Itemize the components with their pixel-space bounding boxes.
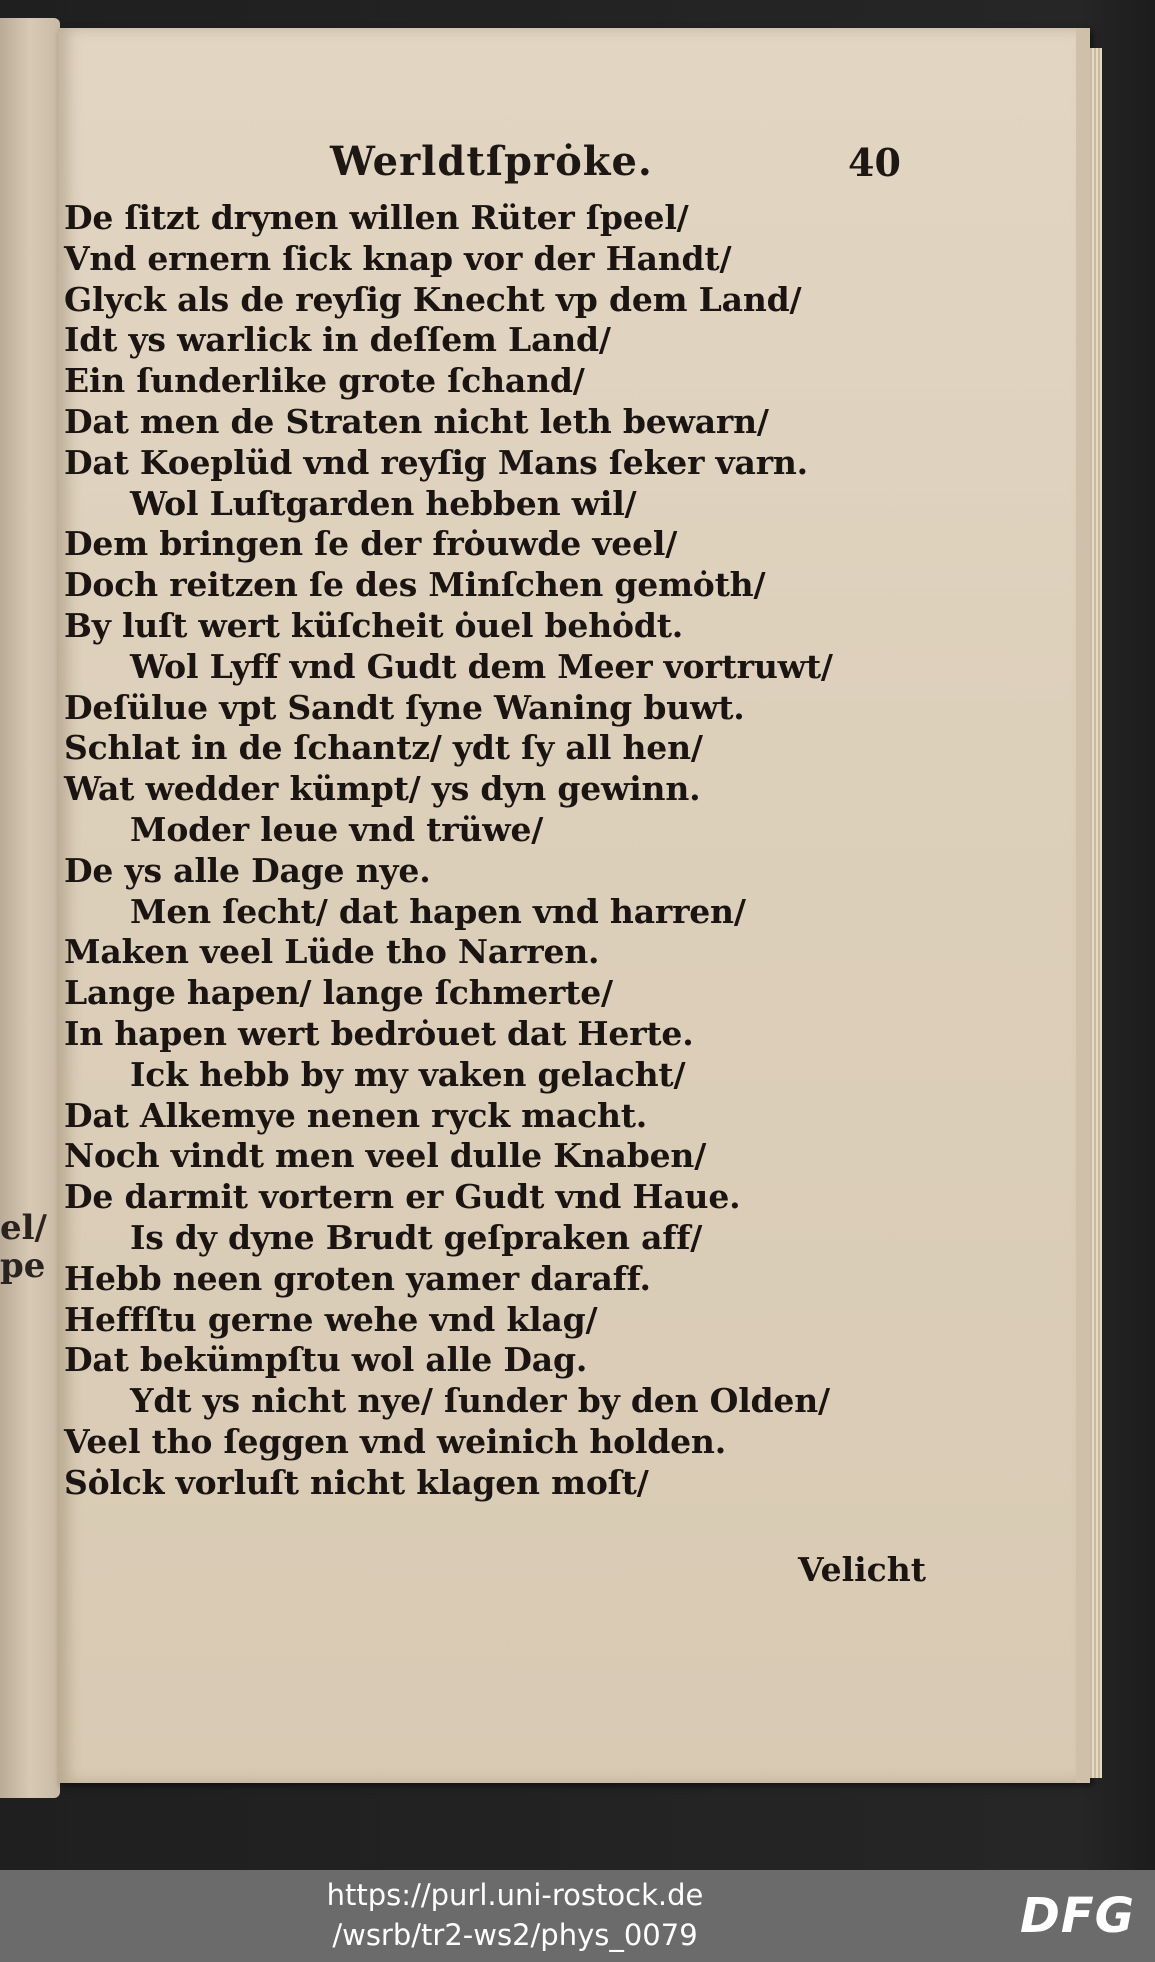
previous-page-fragment: el/ (0, 1208, 47, 1248)
text-line: In hapen wert bedrȯuet dat Herte. (64, 1013, 694, 1053)
text-line: Dem bringen ſe der frȯuwde veel/ (64, 524, 678, 564)
text-line: Wol Luſtgarden hebben wil/ (130, 483, 637, 523)
text-line: Ein ſunderlike grote ſchand/ (64, 361, 585, 401)
page-header (58, 138, 1076, 198)
text-line: De ys alle Dage nye. (64, 850, 431, 890)
text-line: Maken veel Lüde tho Narren. (64, 932, 600, 972)
text-line: Glyck als de reyſig Knecht vp dem Land/ (64, 279, 802, 319)
text-line: Vnd ernern ſick knap vor der Handt/ (64, 238, 732, 278)
text-line: Schlat in de ſchantz/ ydt ſy all hen/ (64, 728, 703, 768)
previous-page-edge (0, 18, 60, 1798)
text-line: Ydt ys nicht nye/ ſunder by den Olden/ (130, 1381, 830, 1421)
text-line: Veel tho ſeggen vnd weinich holden. (64, 1421, 727, 1461)
text-line: By luſt wert küſcheit ȯuel behȯdt. (64, 605, 684, 645)
text-line: Doch reitzen ſe des Minſchen gemȯth/ (64, 565, 766, 605)
text-line: Idt ys warlick in deſſem Land/ (64, 320, 611, 360)
text-line: Hebb neen groten yamer daraff. (64, 1258, 651, 1298)
text-line: Ick hebb by my vaken gelacht/ (130, 1054, 686, 1094)
text-line: Lange hapen/ lange ſchmerte/ (64, 973, 613, 1013)
permalink-line-2[interactable]: /wsrb/tr2-ws2/phys_0079 (332, 1918, 698, 1952)
page-number: 40 (848, 140, 901, 185)
text-line: Dat men de Straten nicht leth bewarn/ (64, 401, 769, 441)
permalink-line-1[interactable]: https://purl.uni-rostock.de (326, 1878, 704, 1912)
text-line: Noch vindt men veel dulle Knaben/ (64, 1136, 707, 1176)
viewer-footer (0, 1870, 1155, 1962)
dfg-logo: DFG (1020, 1888, 1136, 1944)
text-line: Sȯlck vorluſt nicht klagen moſt/ (64, 1462, 649, 1502)
text-line: Heffſtu gerne wehe vnd klag/ (64, 1299, 598, 1339)
book-page (58, 28, 1090, 1783)
running-title: Werldtſprȯke. (330, 138, 653, 185)
text-line: Dat Koeplüd vnd reyſig Mans ſeker varn. (64, 442, 808, 482)
text-line: De ſitzt drynen willen Rüter ſpeel/ (64, 198, 689, 237)
text-line: Moder leue vnd trüwe/ (130, 809, 544, 849)
text-line: Dat Alkemye nenen ryck macht. (64, 1095, 648, 1135)
catchword: Velicht (798, 1550, 926, 1589)
text-line: Men ſecht/ dat hapen vnd harren/ (130, 891, 746, 931)
page-edges (1090, 48, 1102, 1778)
previous-page-fragment: pe (0, 1246, 46, 1286)
text-line: Dat bekümpſtu wol alle Dag. (64, 1340, 588, 1380)
text-line: Is dy dyne Brudt geſpraken aff/ (130, 1217, 703, 1257)
text-line: De darmit vortern er Gudt vnd Haue. (64, 1177, 741, 1217)
verse-text-block (64, 198, 964, 1504)
text-line: Wol Lyff vnd Gudt dem Meer vortruwt/ (130, 646, 833, 686)
text-line: Wat wedder kümpt/ ys dyn gewinn. (64, 769, 701, 809)
text-line: Deſülue vpt Sandt ſyne Waning buwt. (64, 687, 745, 727)
